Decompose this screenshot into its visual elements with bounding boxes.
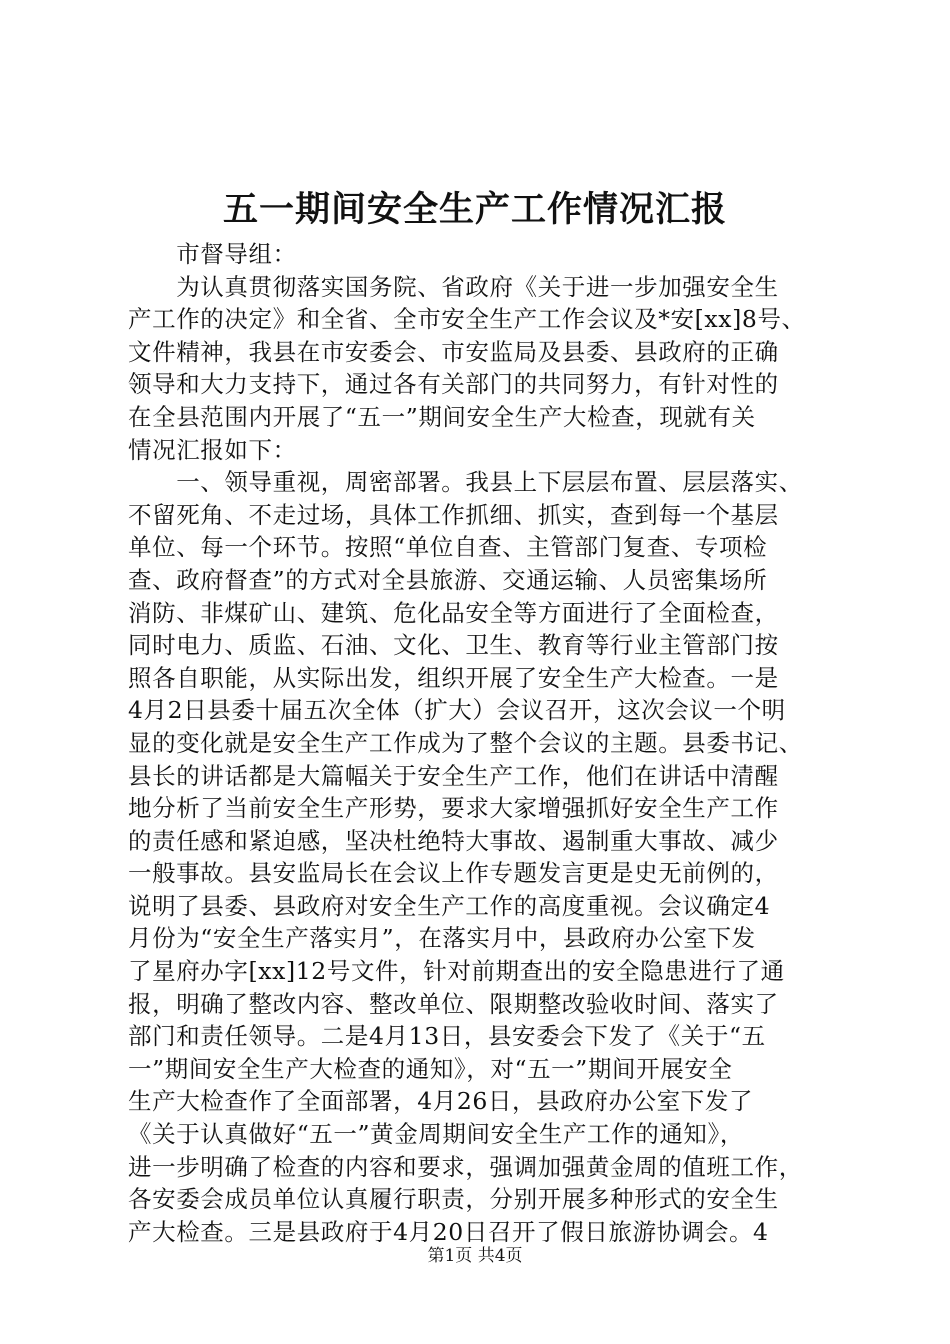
body-line: 部门和责任领导。二是4月13日，县安委会下发了《关于“五 — [128, 1022, 766, 1051]
body-line: 4月2日县委十届五次全体（扩大）会议召开，这次会议一个明 — [128, 696, 786, 725]
body-line: 单位、每一个环节。按照“单位自查、主管部门复查、专项检 — [128, 533, 768, 562]
body-line: 不留死角、不走过场，具体工作抓细、抓实，查到每一个基层 — [128, 500, 779, 529]
body-line: 照各自职能，从实际出发，组织开展了安全生产大检查。一是 — [128, 663, 779, 692]
body-line: 各安委会成员单位认真履行职责，分别开展多种形式的安全生 — [128, 1185, 779, 1214]
body-line: 为认真贯彻落实国务院、省政府《关于进一步加强安全生 — [128, 272, 779, 301]
body-line: 县长的讲话都是大篇幅关于安全生产工作，他们在讲话中清醒 — [128, 761, 779, 790]
body-line: 情况汇报如下： — [128, 435, 297, 464]
body-line: 产大检查。三是县政府于4月20日召开了假日旅游协调会。4 — [128, 1217, 769, 1246]
body-line: 月份为“安全生产落实月”，在落实月中，县政府办公室下发 — [128, 924, 756, 953]
body-line: 一”期间安全生产大检查的通知》，对“五一”期间开展安全 — [128, 1054, 733, 1083]
body-line: 进一步明确了检查的内容和要求，强调加强黄金周的值班工作， — [128, 1152, 803, 1181]
body-line: 一般事故。县安监局长在会议上作专题发言更是史无前例的， — [128, 859, 779, 888]
body-line: 领导和大力支持下，通过各有关部门的共同努力，有针对性的 — [128, 370, 779, 399]
body-line: 地分析了当前安全生产形势，要求大家增强抓好安全生产工作 — [128, 794, 779, 823]
page-footer: 第1页 共4页 — [427, 1246, 523, 1266]
body-line: 产工作的决定》和全省、全市安全生产工作会议及*安[xx]8号、 — [128, 305, 806, 334]
document-title: 五一期间安全生产工作情况汇报 — [222, 189, 727, 230]
body-line: 市督导组： — [128, 240, 297, 268]
body-line: 一、领导重视，周密部署。我县上下层层布置、层层落实、 — [128, 468, 803, 497]
body-line: 了星府办字[xx]12号文件，针对前期查出的安全隐患进行了通 — [128, 957, 785, 986]
body-line: 《关于认真做好“五一”黄金周期间安全生产工作的通知》， — [128, 1120, 744, 1149]
body-line: 同时电力、质监、石油、文化、卫生、教育等行业主管部门按 — [128, 631, 779, 660]
body-line: 查、政府督查”的方式对全县旅游、交通运输、人员密集场所 — [128, 565, 768, 594]
document-body — [128, 238, 838, 1248]
body-line: 在全县范围内开展了“五一”期间安全生产大检查，现就有关 — [128, 402, 756, 431]
body-line: 文件精神，我县在市安委会、市安监局及县委、县政府的正确 — [128, 337, 779, 366]
body-line: 说明了县委、县政府对安全生产工作的高度重视。会议确定4 — [128, 891, 771, 920]
body-line: 显的变化就是安全生产工作成为了整个会议的主题。县委书记、 — [128, 728, 803, 757]
body-line: 报，明确了整改内容、整改单位、限期整改验收时间、落实了 — [128, 989, 779, 1018]
body-line: 生产大检查作了全面部署，4月26日，县政府办公室下发了 — [128, 1087, 754, 1116]
body-line: 消防、非煤矿山、建筑、危化品安全等方面进行了全面检查， — [128, 598, 779, 627]
body-line: 的责任感和紧迫感，坚决杜绝特大事故、遏制重大事故、减少 — [128, 826, 779, 855]
